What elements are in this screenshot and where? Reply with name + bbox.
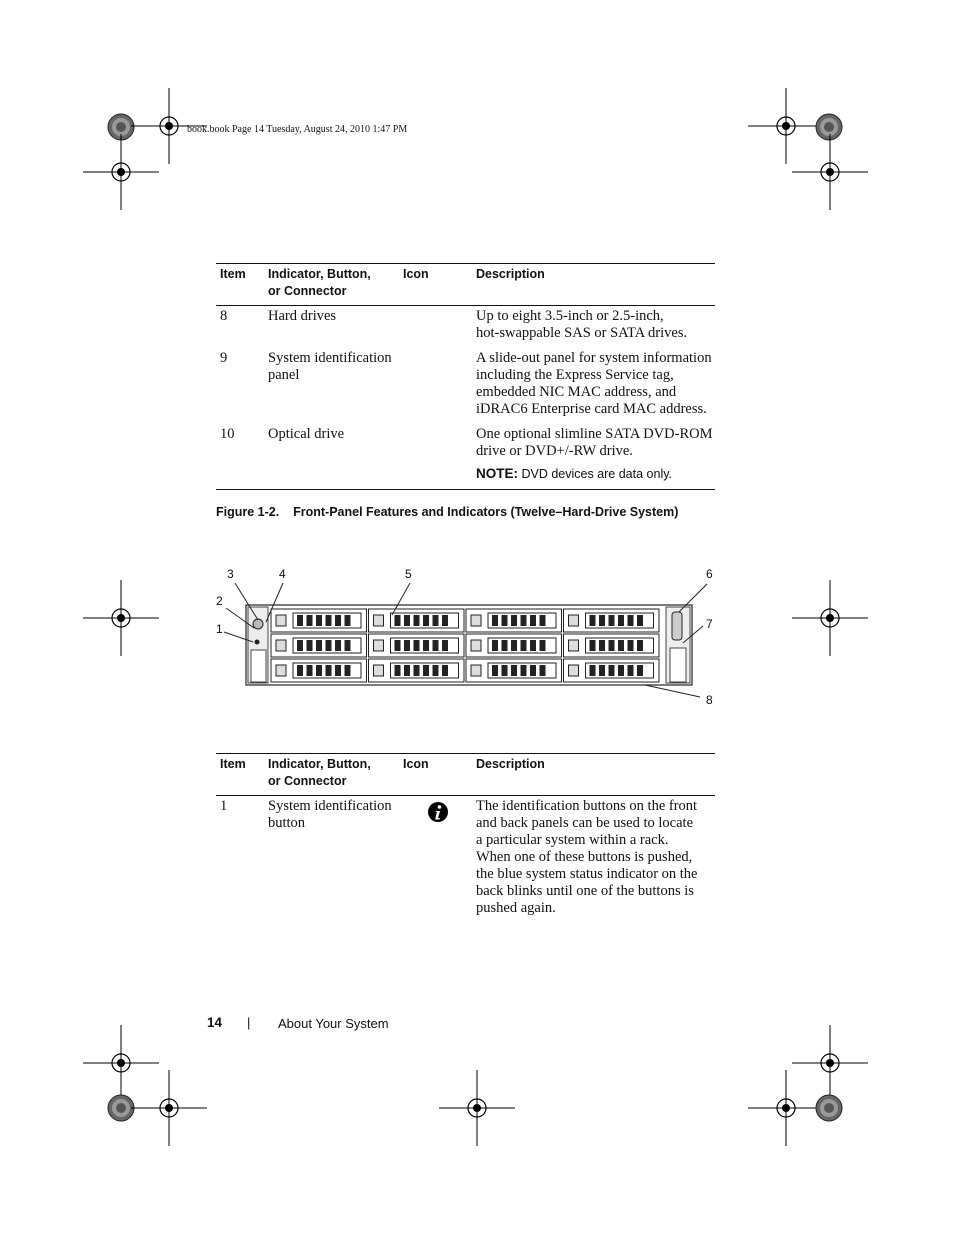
hard-drive-carrier [564,634,660,657]
hard-drive-carrier [564,609,660,632]
footer-separator: | [247,1015,251,1030]
header-description: Description [476,757,545,771]
header-indicator: Indicator, Button, or Connector [268,267,371,298]
header-icon: Icon [403,757,429,771]
callout-1: 1 [216,622,223,636]
header-icon: Icon [403,267,429,281]
callout-7: 7 [706,617,713,631]
table-row-name: System identification button [268,798,392,831]
hard-drive-carrier [466,609,562,632]
table-row-item: 1 [220,798,228,814]
callout-6: 6 [706,567,713,581]
callout-3: 3 [227,567,234,581]
print-slug: book.book Page 14 Tuesday, August 24, 2010 1:47 PM [187,124,408,135]
table-row-name: Optical drive [268,426,345,442]
right-ear-handle [670,648,686,682]
hard-drive-carrier [369,634,465,657]
table-row-name: System identification panel [268,350,392,383]
footer-section-title: About Your System [278,1016,389,1031]
hard-drive-carrier [564,659,660,682]
hard-drive-carrier [466,634,562,657]
table-row-description: Up to eight 3.5-inch or 2.5-inch, hot-swappable SAS or SATA drives. [476,308,688,341]
table-row-description: The identification buttons on the front and back panels can be used to locate a particular system within a rack. When one of these buttons is pushed, the blue system status indicator on the back blinks until one of the buttons is pushed again. [476,798,698,916]
page-number: 14 [207,1015,223,1030]
table-row-description: One optional slimline SATA DVD-ROM drive or DVD+/-RW drive. [476,426,713,459]
note-label: NOTE: [476,466,518,481]
callout-8: 8 [706,693,713,707]
hard-drive-carrier [369,659,465,682]
header-description: Description [476,267,545,281]
table-top-rule [216,753,715,754]
power-button [253,619,263,629]
left-ear-handle [251,650,266,682]
header-item: Item [220,757,246,771]
hard-drive-carrier [466,659,562,682]
callout-4: 4 [279,567,286,581]
table-row-item: 8 [220,308,228,324]
note-text: DVD devices are data only. [518,467,673,481]
vga-connector [672,612,682,640]
hard-drive-carrier [271,609,367,632]
table-row-item: 10 [220,426,235,442]
info-icon [427,801,449,823]
figure-caption: Figure 1-2. Front-Panel Features and Indicators (Twelve–Hard-Drive System) [216,505,679,519]
table-row-name: Hard drives [268,308,337,324]
hard-drive-carrier [369,609,465,632]
callout-2: 2 [216,594,223,608]
header-item: Item [220,267,246,281]
callout-5: 5 [405,567,412,581]
table-row-item: 9 [220,350,228,366]
table-header-rule [216,795,715,796]
header-indicator: Indicator, Button, or Connector [268,757,371,788]
hard-drive-carrier [271,659,367,682]
table-row-description: A slide-out panel for system information including the Express Service tag, embedded NIC MAC address, and iDRAC6 Enterprise card MAC address. [476,350,712,417]
hard-drive-carrier [271,634,367,657]
id-button [255,640,260,645]
